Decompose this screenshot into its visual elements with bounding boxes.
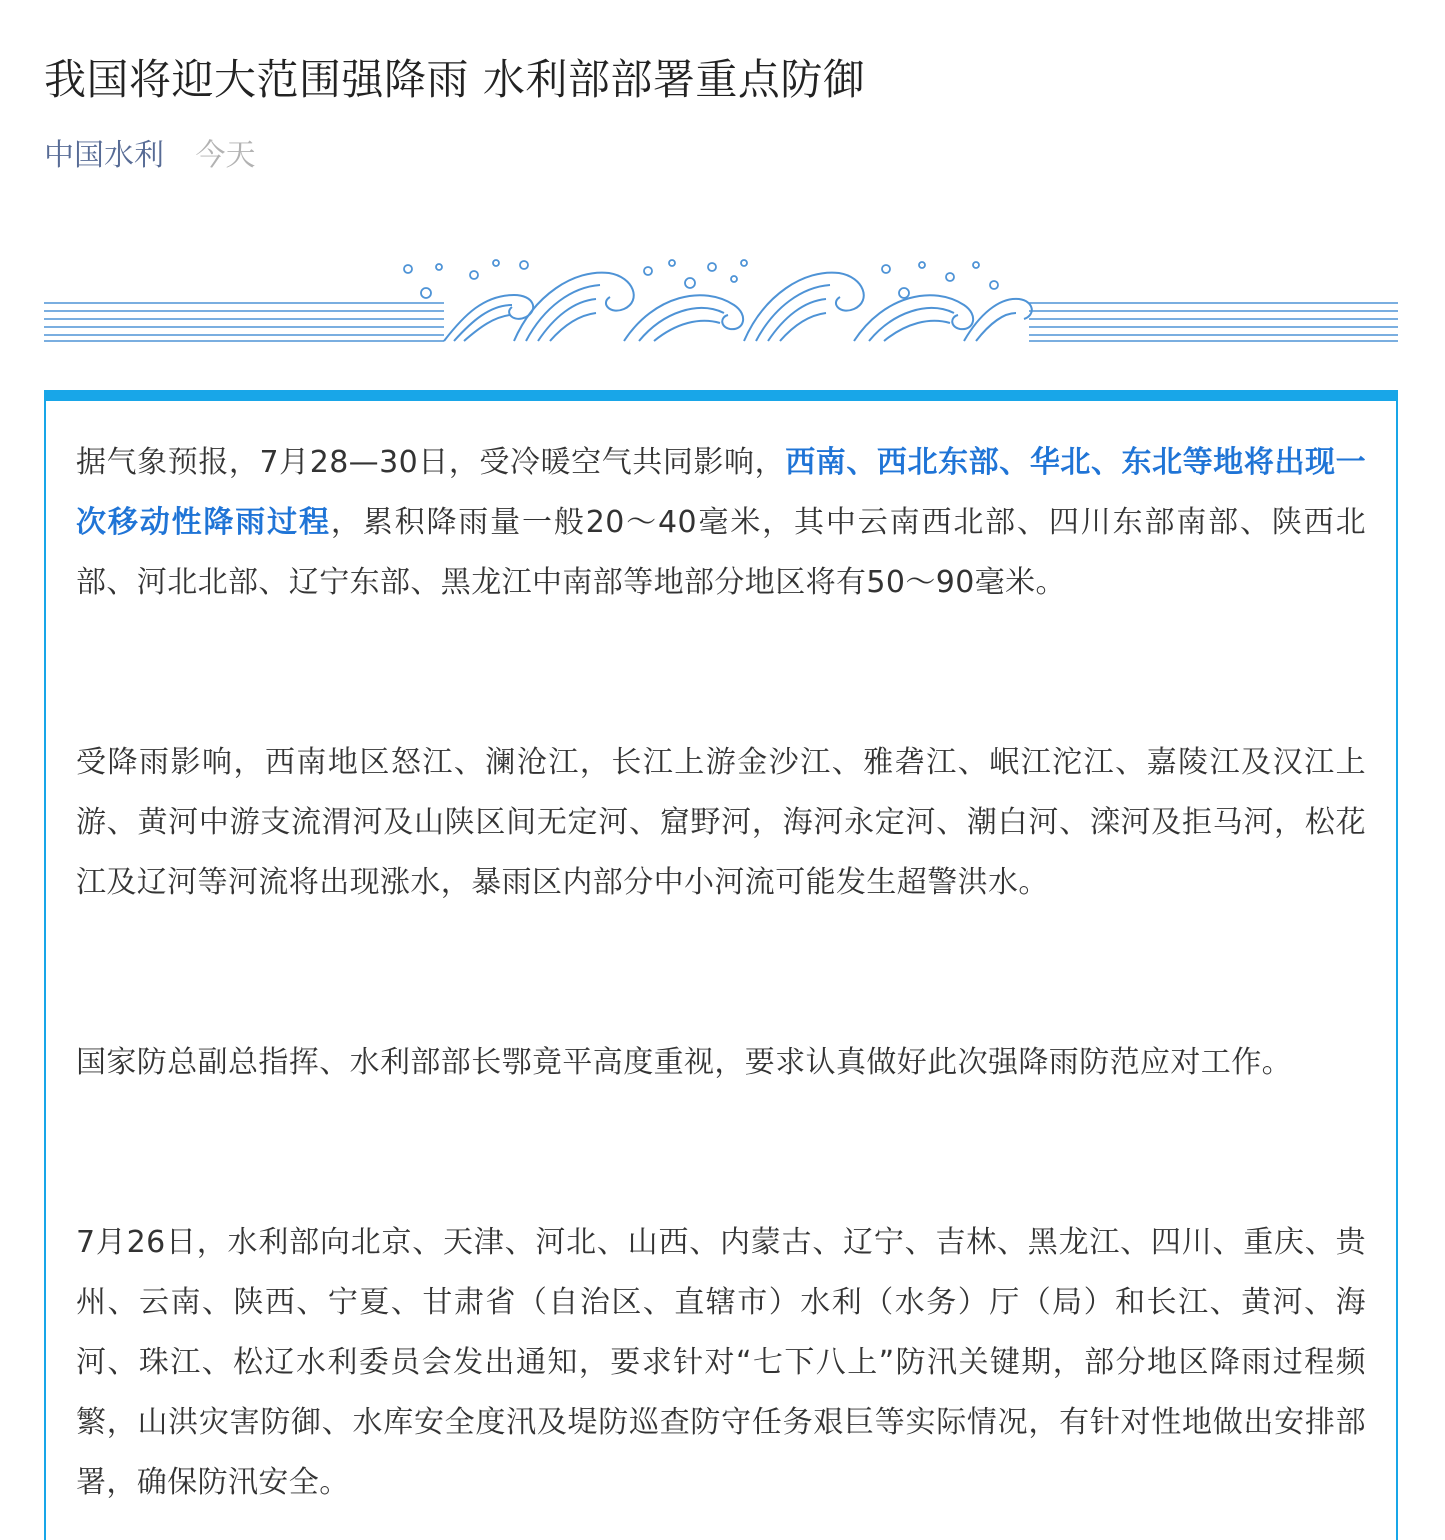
article-content-box — [44, 390, 1398, 1540]
paragraph-river-impact: 受降雨影响，西南地区怒江、澜沧江，长江上游金沙江、雅砻江、岷江沱江、嘉陵江及汉江上游、黄河中游支流渭河及山陕区间无定河、窟野河，海河永定河、潮白河、滦河及拒马河，松花江及辽河等河流将出现涨水，暴雨区内部分中小河流可能发生超警洪水。 — [76, 745, 1366, 900]
paragraph-forecast-text-end: ，累积降雨量一般20～40毫米，其中云南西北部、四川东部南部、陕西北部、河北北部、辽宁东部、黑龙江中南部等地部分地区将有50～90毫米。 — [76, 505, 1367, 600]
article-meta — [44, 134, 256, 178]
account-name-link[interactable]: 中国水利 — [44, 138, 164, 173]
highlight-rain-regions: 西南、西北东部、华北、东北等地将出现一次移动性降雨过程 — [76, 445, 1366, 540]
article-title: 我国将迎大范围强降雨 水利部部署重点防御 — [44, 55, 866, 104]
publish-time: 今天 — [195, 138, 256, 173]
paragraph-ministry-notice: 7月26日，水利部向北京、天津、河北、山西、内蒙古、辽宁、吉林、黑龙江、四川、重庆、贵州、云南、陕西、宁夏、甘肃省（自治区、直辖市）水利（水务）厅（局）和长江、黄河、海河、珠江、松辽水利委员会发出通知，要求针对“七下八上”防汛关键期，部分地区降雨过程频繁，山洪灾害防御、水库安全度汛及堤防巡查防守任务艰巨等实际情况，有针对性地做出安排部署，确保防汛安全。 — [76, 1225, 1366, 1500]
paragraph-forecast-text-start: 据气象预报，7月28—30日，受冷暖空气共同影响， — [76, 445, 786, 480]
wave-divider — [44, 255, 1398, 347]
paragraph-minister-instruction: 国家防总副总指挥、水利部部长鄂竟平高度重视，要求认真做好此次强降雨防范应对工作。 — [76, 1045, 1292, 1080]
wave-divider-icon — [44, 255, 1398, 347]
paragraph-forecast — [76, 433, 1366, 613]
